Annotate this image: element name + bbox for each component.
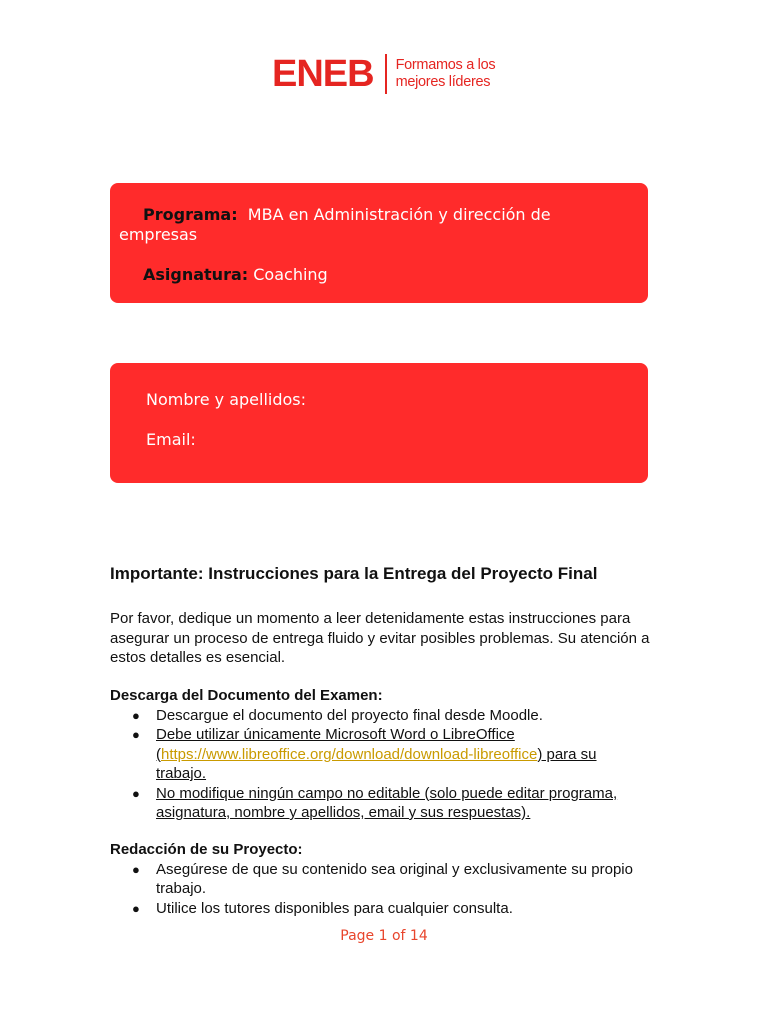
bullet-icon: ● xyxy=(132,707,140,723)
list-item xyxy=(110,899,660,919)
subject-label: Asignatura: xyxy=(143,265,249,284)
list-item-text-end: ) para su trabajo. xyxy=(156,745,597,782)
tagline-line-2: mejores líderes xyxy=(395,74,491,90)
writing-list xyxy=(110,860,660,919)
document-title: Importante: Instrucciones para la Entrega del Proyecto Final xyxy=(110,564,598,583)
tagline-line-1: Formamos a los xyxy=(395,57,496,73)
list-item xyxy=(110,784,660,823)
subject-row xyxy=(143,265,328,285)
program-row-continued xyxy=(119,225,197,245)
logo-divider xyxy=(385,54,387,94)
libreoffice-download-link[interactable]: https://www.libreoffice.org/download/download-libreoffice xyxy=(161,745,538,763)
list-item xyxy=(110,706,660,726)
list-item-text: Descargue el documento del proyecto final desde Moodle. xyxy=(156,706,543,724)
eneb-logo xyxy=(272,54,495,94)
download-section xyxy=(110,686,660,823)
program-row xyxy=(143,205,551,225)
bullet-icon: ● xyxy=(132,861,140,877)
list-item-text: Utilice los tutores disponibles para cualquier consulta. xyxy=(156,899,513,917)
intro-paragraph: Por favor, dedique un momento a leer detenidamente estas instrucciones para asegurar un proceso de entrega fluido y evitar posibles problemas. Su atención a estos detalles es esencial. xyxy=(110,610,650,666)
list-item-text: Asegúrese de que su contenido sea original y exclusivamente su propio trabajo. xyxy=(156,860,633,897)
logo-tagline xyxy=(396,57,496,91)
student-info-box xyxy=(110,363,648,483)
name-label: Nombre y apellidos: xyxy=(146,390,307,409)
page-indicator: Page 1 of 14 xyxy=(340,928,428,944)
program-value[interactable]: MBA en Administración y dirección de xyxy=(247,205,551,224)
list-item-text: No modifique ningún campo no editable (solo puede editar programa, asignatura, nombre y apellidos, email y sus respuestas). xyxy=(156,784,618,821)
logo-wordmark: ENEB xyxy=(272,53,374,95)
program-value-continued[interactable]: empresas xyxy=(119,225,198,244)
name-row[interactable] xyxy=(146,390,306,410)
bullet-icon: ● xyxy=(132,785,140,801)
email-row[interactable] xyxy=(146,430,196,450)
program-label: Programa: xyxy=(143,205,238,224)
bullet-icon: ● xyxy=(132,900,140,916)
subject-value[interactable]: Coaching xyxy=(253,265,328,284)
list-item xyxy=(110,725,660,784)
download-section-heading: Descarga del Documento del Examen: xyxy=(110,687,383,704)
email-label: Email: xyxy=(146,430,196,449)
program-info-box xyxy=(110,183,648,303)
writing-section xyxy=(110,840,660,918)
list-item-text: Debe utilizar únicamente Microsoft Word o LibreOffice ( xyxy=(156,726,515,763)
writing-section-heading: Redacción de su Proyecto: xyxy=(110,841,303,858)
download-list xyxy=(110,706,660,823)
list-item xyxy=(110,860,660,899)
bullet-icon: ● xyxy=(132,727,140,742)
